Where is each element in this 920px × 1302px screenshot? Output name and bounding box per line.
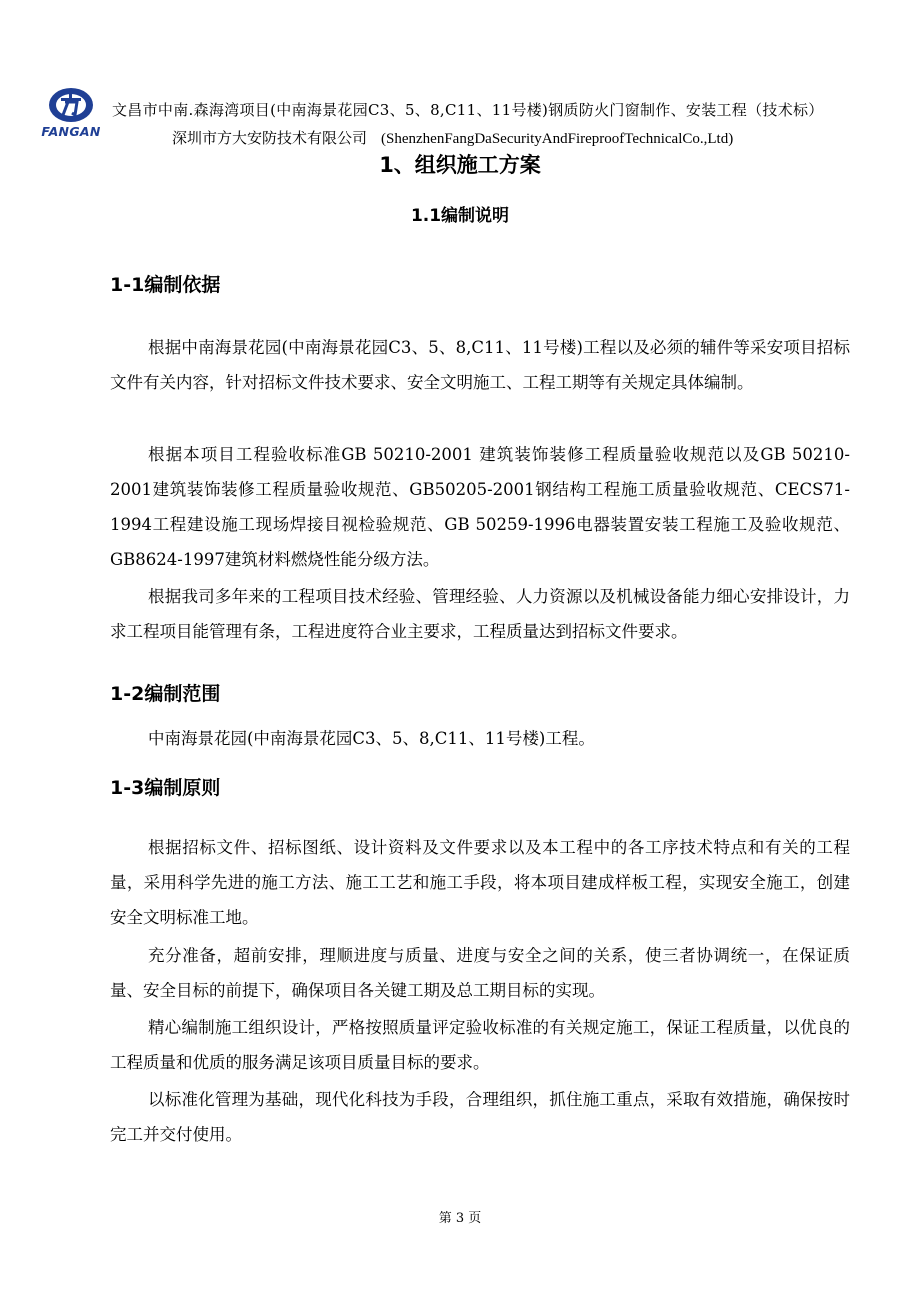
paragraph: 以标准化管理为基础，现代化科技为手段，合理组织，抓住施工重点，采取有效措施，确保按时完工并交付使用。 xyxy=(110,1090,850,1144)
company-header-line xyxy=(172,127,733,148)
company-name-cn: 深圳市方大安防技术有限公司 xyxy=(172,129,368,147)
paragraph: 根据本项目工程验收标准GB 50210-2001 建筑装饰装修工程质量验收规范以及GB 50210-2001建筑装饰装修工程质量验收规范、GB50205-2001钢结构工程施工质量验收规范、CECS71-1994工程建设施工现场焊接目视检验规范、GB 50259-1996电器装置安装工程施工及验收规范、GB8624-1997建筑材料燃烧性能分级方法。 xyxy=(110,445,850,569)
logo-wordmark: FANGAN xyxy=(41,124,101,139)
page-number: 第 3 页 xyxy=(438,1211,482,1226)
paragraph: 充分准备，超前安排，理顺进度与质量、进度与安全之间的关系，使三者协调统一，在保证质量、安全目标的前提下，确保项目各关键工期及总工期目标的实现。 xyxy=(110,946,850,1000)
company-logo xyxy=(38,86,104,142)
paragraph: 根据我司多年来的工程项目技术经验、管理经验、人力资源以及机械设备能力细心安排设计，力求工程项目能管理有条，工程进度符合业主要求，工程质量达到招标文件要求。 xyxy=(110,587,850,641)
section-heading-scope: 1-2编制范围 xyxy=(110,683,221,705)
paragraph: 中南海景花园(中南海景花园C3、5、8,C11、11号楼)工程。 xyxy=(148,729,595,748)
company-name-en: (ShenzhenFangDaSecurityAndFireproofTechnicalCo.,Ltd) xyxy=(381,131,734,147)
section-heading-basis: 1-1编制依据 xyxy=(110,274,221,296)
paragraph: 精心编制施工组织设计，严格按照质量评定验收标准的有关规定施工，保证工程质量，以优良的工程质量和优质的服务满足该项目质量目标的要求。 xyxy=(110,1018,850,1072)
document-subtitle: 1.1编制说明 xyxy=(410,206,510,226)
paragraph: 根据招标文件、招标图纸、设计资料及文件要求以及本工程中的各工序技术特点和有关的工程量，采用科学先进的施工方法、施工工艺和施工手段，将本项目建成样板工程，实现安全施工，创建安全文明标准工地。 xyxy=(110,838,850,927)
project-header-line: 文昌市中南.森海湾项目(中南海景花园C3、5、8,C11、11号楼)钢质防火门窗制作、安装工程（技术标） xyxy=(112,101,824,119)
paragraph: 根据中南海景花园(中南海景花园C3、5、8,C11、11号楼)工程以及必须的辅件等采安项目招标文件有关内容，针对招标文件技术要求、安全文明施工、工程工期等有关规定具体编制。 xyxy=(110,338,850,392)
document-title: 1、组织施工方案 xyxy=(379,153,541,177)
section-heading-principles: 1-3编制原则 xyxy=(110,777,221,799)
fangan-logo-icon xyxy=(47,86,95,124)
